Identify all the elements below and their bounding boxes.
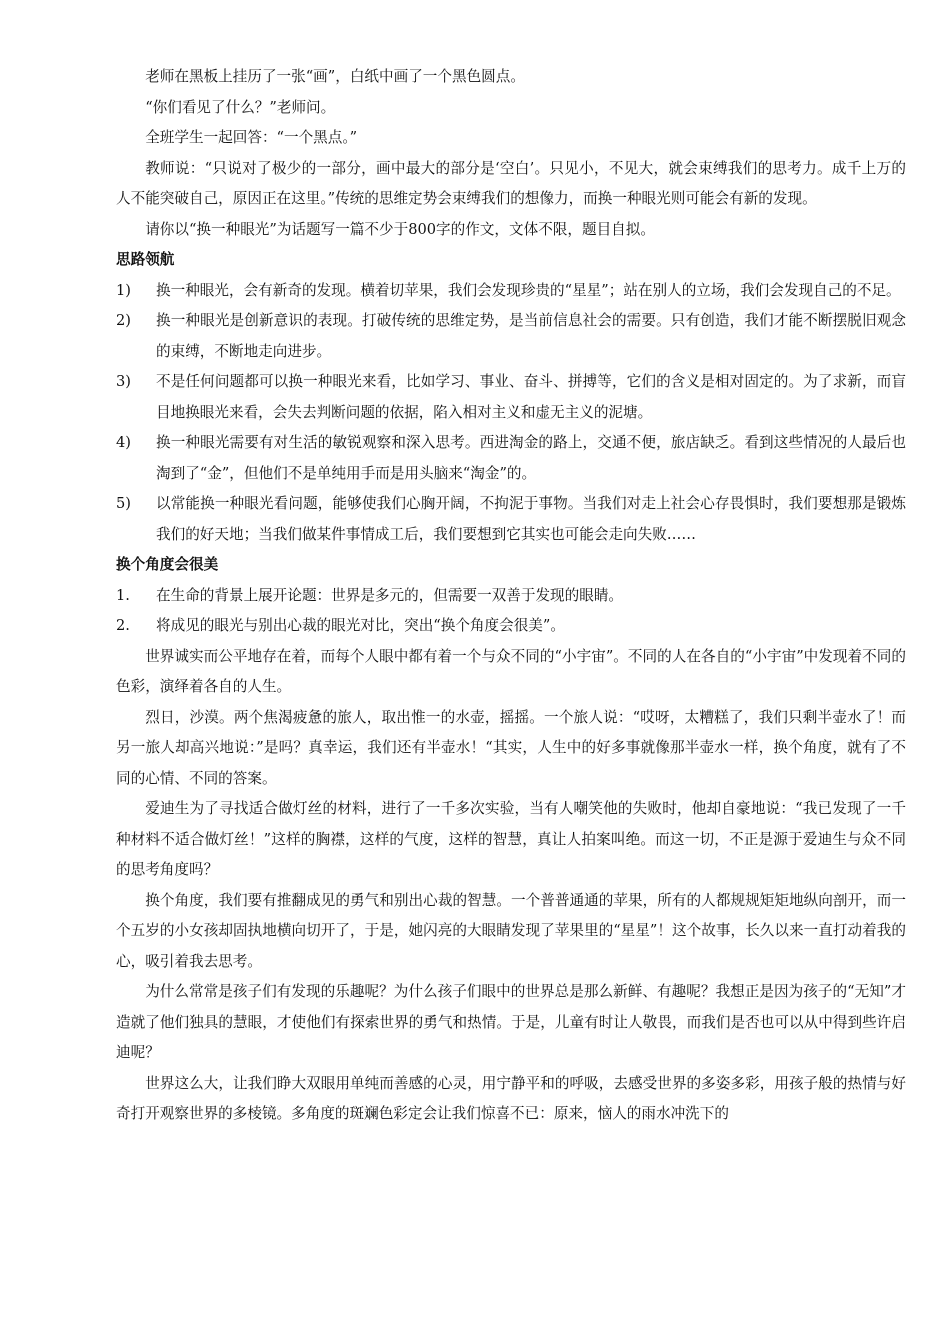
list-number: 1. <box>116 586 130 604</box>
list-item <box>116 489 906 550</box>
list-text: 将成见的眼光与别出心裁的眼光对比，突出“换个角度会很美”。 <box>156 617 565 634</box>
list-item <box>116 367 906 428</box>
list-number: 1) <box>116 281 131 299</box>
intro-paragraph: 教师说：“只说对了极少的一部分，画中最大的部分是‘空白’。只见小，不见大，就会束缚我们的思考力。成千上万的人不能突破自己，原因正在这里。”传统的思维定势会束缚我们的想像力，而换一种眼光则可能会有新的发现。 <box>116 159 906 207</box>
essay-paragraph: 烈日，沙漠。两个焦渴疲惫的旅人，取出惟一的水壶，摇摇。一个旅人说：“哎呀，太糟糕了，我们只剩半壶水了！而另一旅人却高兴地说：”是吗？真幸运，我们还有半壶水！“其实，人生中的好多事就像那半壶水一样，换个角度，就有了不同的心情、不同的答案。 <box>116 708 906 787</box>
essay-paragraph: 世界这么大，让我们睁大双眼用单纯而善感的心灵，用宁静平和的呼吸，去感受世界的多姿多彩，用孩子般的热情与好奇打开观察世界的多棱镜。多角度的斑斓色彩定会让我们惊喜不已：原来，恼人的雨水冲洗下的 <box>116 1074 906 1122</box>
intro-paragraph: “你们看见了什么？”老师问。 <box>145 98 336 116</box>
essay-paragraph: 爱迪生为了寻找适合做灯丝的材料，进行了一千多次实验，当有人嘲笑他的失败时，他却自豪地说：“我已发现了一千种材料不适合做灯丝！”这样的胸襟，这样的气度，这样的智慧，真让人拍案叫绝。而这一切，不正是源于爱迪生与众不同的思考角度吗？ <box>116 800 906 878</box>
list-number: 2) <box>116 312 131 329</box>
list-item <box>116 611 906 642</box>
intro-paragraph: 老师在黑板上挂历了一张“画”，白纸中画了一个黑色圆点。 <box>145 68 525 85</box>
list-item <box>116 581 906 612</box>
section-heading-thinking-guide: 思路领航 <box>116 251 175 268</box>
intro-paragraph: 全班学生一起回答：“一个黑点。” <box>145 129 358 146</box>
list-number: 4) <box>116 434 131 451</box>
list-number: 5) <box>116 495 131 512</box>
list-number: 2. <box>116 617 130 634</box>
essay-paragraph: 为什么常常是孩子们有发现的乐趣呢？为什么孩子们眼中的世界总是那么新鲜、有趣呢？我想正是因为孩子的“无知”才造就了他们独具的慧眼，才使他们有探索世界的勇气和热情。于是，儿童有时让人敬畏，而我们是否也可以从中得到些许启迪呢？ <box>116 983 906 1061</box>
list-text: 在生命的背景上展开论题：世界是多元的，但需要一双善于发现的眼睛。 <box>156 586 624 604</box>
list-item <box>116 306 906 367</box>
section-heading-new-angle: 换个角度会很美 <box>116 556 219 573</box>
list-text: 以常能换一种眼光看问题，能够使我们心胸开阔，不拘泥于事物。当我们对走上社会心存畏惧时，我们要想那是锻炼我们的好天地；当我们做某件事情成工后，我们要想到它其实也可能会走向失败…… <box>156 495 906 543</box>
list-text: 换一种眼光是创新意识的表现。打破传统的思维定势，是当前信息社会的需要。只有创造，我们才能不断摆脱旧观念的束缚，不断地走向进步。 <box>156 312 906 360</box>
list-number: 3) <box>116 373 131 390</box>
essay-paragraph: 世界诚实而公平地存在着，而每个人眼中都有着一个与众不同的“小宇宙”。不同的人在各自的“小宇宙”中发现着不同的色彩，演绎着各自的人生。 <box>116 647 906 695</box>
list-item <box>116 428 906 489</box>
list-item <box>116 276 906 307</box>
list-text: 换一种眼光需要有对生活的敏锐观察和深入思考。西进淘金的路上，交通不便，旅店缺乏。看到这些情况的人最后也淘到了“金”，但他们不是单纯用手而是用头脑来“淘金”的。 <box>156 434 906 482</box>
prompt-paragraph: 请你以“换一种眼光”为话题写一篇不少于800字的作文，文体不限，题目自拟。 <box>145 220 655 238</box>
list-text: 换一种眼光，会有新奇的发现。横着切苹果，我们会发现珍贵的“星星”；站在别人的立场，我们会发现自己的不足。 <box>156 281 901 299</box>
essay-paragraph: 换个角度，我们要有推翻成见的勇气和别出心裁的智慧。一个普普通通的苹果，所有的人都规规矩矩地纵向剖开，而一个五岁的小女孩却固执地横向切开了，于是，她闪亮的大眼睛发现了苹果里的“星星”！这个故事，长久以来一直打动着我的心，吸引着我去思考。 <box>116 891 906 970</box>
list-text: 不是任何问题都可以换一种眼光来看，比如学习、事业、奋斗、拼搏等，它们的含义是相对固定的。为了求新，而盲目地换眼光来看，会失去判断问题的依据，陷入相对主义和虚无主义的泥塘。 <box>156 373 906 421</box>
